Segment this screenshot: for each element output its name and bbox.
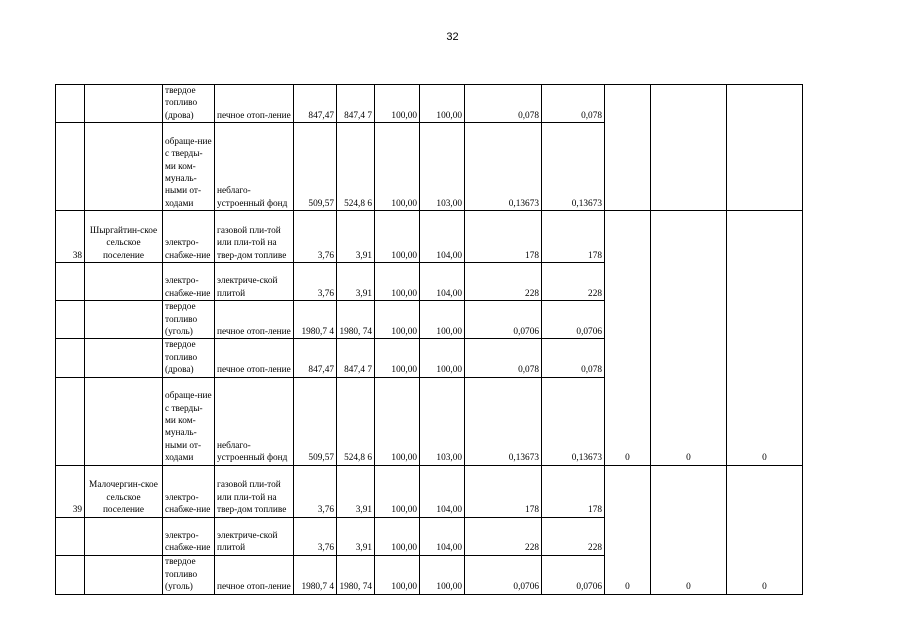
summary-col-3-cell [727, 85, 803, 211]
tariff-table [55, 84, 898, 595]
value-3-cell: 100,00 [375, 339, 420, 377]
summary-col-2-cell: 0 [651, 211, 727, 465]
direction-cell: печное отоп-ление [215, 339, 294, 377]
value-5-cell: 0,13673 [465, 377, 542, 465]
row-number [56, 85, 85, 123]
row-number [56, 301, 85, 339]
value-1-cell: 847,47 [294, 85, 337, 123]
municipality-cell [85, 123, 163, 211]
summary-col-3-cell: 0 [727, 465, 803, 594]
value-4-cell: 104,00 [420, 211, 465, 263]
value-6-cell: 228 [542, 263, 605, 301]
value-6-cell: 0,078 [542, 85, 605, 123]
value-6-cell: 0,13673 [542, 123, 605, 211]
value-1-cell: 509,57 [294, 123, 337, 211]
value-1-cell: 3,76 [294, 465, 337, 517]
value-4-cell: 103,00 [420, 377, 465, 465]
resource-cell: твердое топливо (дрова) [163, 85, 215, 123]
resource-cell: электро-снабже-ние [163, 517, 215, 555]
value-4-cell: 103,00 [420, 123, 465, 211]
value-2-cell: 1980, 74 [337, 301, 375, 339]
value-4-cell: 104,00 [420, 517, 465, 555]
value-6-cell: 0,0706 [542, 555, 605, 594]
resource-cell: твердое топливо (уголь) [163, 301, 215, 339]
row-number [56, 555, 85, 594]
municipality-cell [85, 85, 163, 123]
resource-cell: твердое топливо (уголь) [163, 555, 215, 594]
value-5-cell: 228 [465, 517, 542, 555]
resource-cell: электро-снабже-ние [163, 211, 215, 263]
resource-cell: электро-снабже-ние [163, 465, 215, 517]
direction-cell: электриче-ской плитой [215, 263, 294, 301]
summary-col-3-cell: 0 [727, 211, 803, 465]
value-1-cell: 3,76 [294, 211, 337, 263]
value-2-cell: 3,91 [337, 211, 375, 263]
resource-cell: обраще-ние с тверды-ми ком-муналь-ными от-ходами [163, 123, 215, 211]
value-1-cell: 509,57 [294, 377, 337, 465]
municipality-cell [85, 339, 163, 377]
value-5-cell: 0,0706 [465, 555, 542, 594]
value-5-cell: 0,078 [465, 85, 542, 123]
value-3-cell: 100,00 [375, 517, 420, 555]
direction-cell: неблаго-устроенный фонд [215, 123, 294, 211]
value-5-cell: 178 [465, 211, 542, 263]
direction-cell: печное отоп-ление [215, 85, 294, 123]
row-number [56, 517, 85, 555]
value-2-cell: 524,8 6 [337, 123, 375, 211]
summary-col-2-cell [651, 85, 727, 211]
value-5-cell: 0,078 [465, 339, 542, 377]
value-1-cell: 3,76 [294, 517, 337, 555]
value-4-cell: 104,00 [420, 263, 465, 301]
value-3-cell: 100,00 [375, 263, 420, 301]
value-2-cell: 3,91 [337, 465, 375, 517]
resource-cell: твердое топливо (дрова) [163, 339, 215, 377]
row-number: 38 [56, 211, 85, 263]
value-4-cell: 100,00 [420, 85, 465, 123]
direction-cell: газовой пли-той или пли-той на твер-дом топливе [215, 211, 294, 263]
value-4-cell: 100,00 [420, 555, 465, 594]
value-3-cell: 100,00 [375, 85, 420, 123]
row-number: 39 [56, 465, 85, 517]
value-1-cell: 1980,7 4 [294, 301, 337, 339]
municipality-cell: Шыргайтин-ское сельское поселение [85, 211, 163, 263]
municipality-cell [85, 377, 163, 465]
value-6-cell: 228 [542, 517, 605, 555]
municipality-cell [85, 263, 163, 301]
resource-cell: электро-снабже-ние [163, 263, 215, 301]
value-6-cell: 0,13673 [542, 377, 605, 465]
value-4-cell: 100,00 [420, 301, 465, 339]
value-3-cell: 100,00 [375, 377, 420, 465]
value-5-cell: 178 [465, 465, 542, 517]
value-5-cell: 228 [465, 263, 542, 301]
municipality-cell [85, 555, 163, 594]
row-number [56, 263, 85, 301]
table-row [56, 465, 898, 517]
municipality-cell [85, 517, 163, 555]
value-1-cell: 1980,7 4 [294, 555, 337, 594]
direction-cell: печное отоп-ление [215, 555, 294, 594]
summary-col-2-cell: 0 [651, 465, 727, 594]
summary-col-1-cell: 0 [605, 465, 651, 594]
value-3-cell: 100,00 [375, 301, 420, 339]
row-number [56, 377, 85, 465]
value-3-cell: 100,00 [375, 465, 420, 517]
value-4-cell: 104,00 [420, 465, 465, 517]
value-1-cell: 3,76 [294, 263, 337, 301]
value-5-cell: 0,0706 [465, 301, 542, 339]
table-row [56, 211, 898, 263]
value-4-cell: 100,00 [420, 339, 465, 377]
value-6-cell: 0,0706 [542, 301, 605, 339]
summary-col-1-cell [605, 85, 651, 211]
table-row [56, 85, 898, 123]
value-2-cell: 1980, 74 [337, 555, 375, 594]
value-6-cell: 0,078 [542, 339, 605, 377]
value-3-cell: 100,00 [375, 123, 420, 211]
value-6-cell: 178 [542, 211, 605, 263]
direction-cell: электриче-ской плитой [215, 517, 294, 555]
summary-col-1-cell: 0 [605, 211, 651, 465]
table-body [56, 85, 898, 595]
value-2-cell: 847,4 7 [337, 85, 375, 123]
municipality-cell: Малочергин-ское сельское поселение [85, 465, 163, 517]
value-2-cell: 524,8 6 [337, 377, 375, 465]
page-number: 32 [446, 31, 459, 43]
value-2-cell: 3,91 [337, 263, 375, 301]
resource-cell: обраще-ние с тверды-ми ком-муналь-ными от-ходами [163, 377, 215, 465]
value-6-cell: 178 [542, 465, 605, 517]
direction-cell: неблаго-устроенный фонд [215, 377, 294, 465]
value-2-cell: 3,91 [337, 517, 375, 555]
direction-cell: печное отоп-ление [215, 301, 294, 339]
value-1-cell: 847,47 [294, 339, 337, 377]
municipality-cell [85, 301, 163, 339]
direction-cell: газовой пли-той или пли-той на твер-дом топливе [215, 465, 294, 517]
row-number [56, 123, 85, 211]
value-3-cell: 100,00 [375, 555, 420, 594]
value-3-cell: 100,00 [375, 211, 420, 263]
value-2-cell: 847,4 7 [337, 339, 375, 377]
value-5-cell: 0,13673 [465, 123, 542, 211]
row-number [56, 339, 85, 377]
